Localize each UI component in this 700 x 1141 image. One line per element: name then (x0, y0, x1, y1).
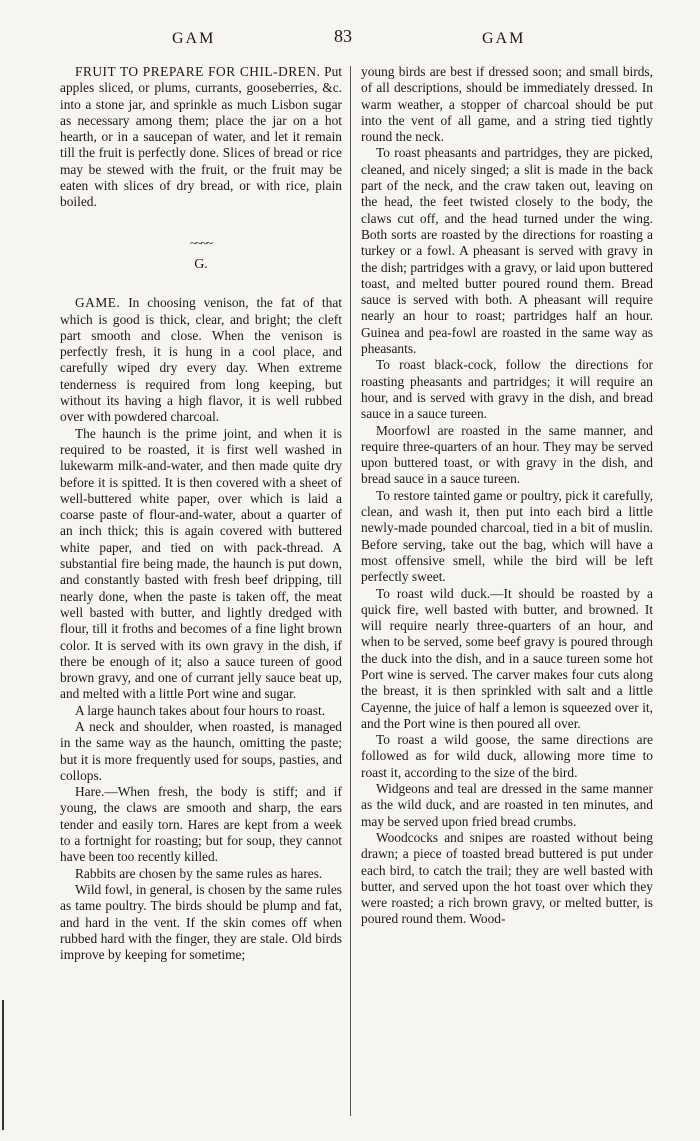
fruit-heading: FRUIT TO PREPARE FOR CHIL-DREN. (75, 64, 321, 79)
wild-duck-paragraph: To roast wild duck.—It should be roasted by a quick fire, well basted with butter, and browned. It will require nearly three-quarters of an hour, and when to be served, some beef gravy is poured through the duck into the dish, and in a sauce tureen some hot Port wine is served. The carver makes four cuts along the breast, it is then sprinkled with salt and a little Cayenne, the juice of half a lemon is squeezed over it, and the Port wine is then poured all over. (361, 585, 653, 731)
rabbits-paragraph: Rabbits are chosen by the same rules as hares. (75, 865, 323, 881)
fruit-entry (60, 64, 342, 211)
blackcock-paragraph: To roast black-cock, follow the directions for roasting pheasants and partridges; it will require an hour, and is served with gravy in the dish, and bread sauce in a sauce tureen. (361, 357, 653, 422)
neck-paragraph: A neck and shoulder, when roasted, is managed in the same way as the haunch, omitting the paste; but it is more frequently used for soups, pasties, and collops. (60, 718, 342, 783)
fruit-text: Put apples sliced, or plums, currants, gooseberries, &c. into a stone jar, and sprinkle as much Lisbon sugar as necessary among them; place the jar on a hot hearth, or in a saucepan of water, and let it remain till the fruit is perfectly done. Slices of bread or rice may be stewed with the fruit, or the fruit may be eaten with slices of dry bread, or with rice, plain boiled. (60, 64, 342, 210)
wild-goose-paragraph: To roast a wild goose, the same directions are followed as for wild duck, allowing more time to roast it, according to the size of the bird. (361, 732, 653, 780)
section-letter: G. (194, 256, 208, 272)
widgeons-paragraph: Widgeons and teal are dressed in the same manner as the wild duck, and are roasted in ten minutes, and may be served upon fried bread crumbs. (361, 781, 653, 829)
woodcocks-paragraph: Woodcocks and snipes are roasted without being drawn; a piece of toasted bread buttered is put under each bird, to catch the trail; they are well basted with butter, and served upon the hot toast over which they were roasted; a rich brown gravy, or melted butter, is poured round them. Wood- (361, 829, 653, 927)
page-header (0, 26, 700, 54)
haunch-paragraph: The haunch is the prime joint, and when it is required to be roasted, it is first well washed in lukewarm milk-and-water, and then made quite dry before it is spitted. It is then covered with a sheet of well-buttered white paper, over which is laid a coarse paste of flour-and-water, about a quarter of an inch thick; this is again covered with buttered white paper, and tied on with pack-thread. A substantial fire being made, the haunch is put down, and constantly basted with fresh beef dripping, till nearly done, when the paste is taken off, the meat well basted with butter, and lightly dredged with flour, till it froths and becomes of a fine light brown color. It is served with its own gravy in the dish, if there be enough of it; also a sauce tureen of good brown gravy, and one of currant jelly sauce beat up, and melted with a little Port wine and sugar. (60, 425, 342, 702)
moorfowl-paragraph: Moorfowl are roasted in the same manner, and require three-quarters of an hour. They may be served upon buttered toast, or with gravy in the dish, and bread sauce in a sauce tureen. (361, 422, 653, 487)
left-column (60, 64, 342, 1134)
wildfowl-paragraph: Wild fowl, in general, is chosen by the same rules as tame poultry. The birds should be plump and fat, and hard in the vent. If the skin comes off when rubbed hard with the finger, they are stale. Old birds improve by keeping for sometime; (60, 881, 342, 963)
binding-edge-mark (2, 1000, 4, 1130)
pheasants-paragraph: To roast pheasants and partridges, they are picked, cleaned, and nicely singed; a slit is made in the back part of the neck, and the craw taken out, leaving on the head, the feet twisted closely to the body, the claws cut off, and the head turned under the wing. Both sorts are roasted by the directions for roasting a turkey or a fowl. A pheasant is served with gravy in the dish; partridges with a gravy, or laid upon buttered toast, and melted butter poured round them. Bread sauce is served with both. A pheasant will require nearly an hour to roast; partridges half an hour. Guinea and pea-fowl are roasted in the same way as pheasants. (361, 145, 653, 357)
hare-paragraph: Hare.—When fresh, the body is stiff; and if young, the claws are smooth and sharp, the ears tender and easily torn. Hares are kept from a week to a fortnight for roasting; but for soup, they cannot have been too recently killed. (60, 784, 342, 865)
game-heading: GAME. (75, 295, 121, 311)
column-divider (350, 66, 351, 1116)
game-text: In choosing venison, the fat of that which is good is thick, clear, and bright; the cleft part smooth and close. When the venison is perfectly fresh, it is hung in a cool place, and carefully wiped dry every day. When extreme tenderness is required from long keeping, but without its having a high flavor, it is well rubbed over with powdered charcoal. (60, 295, 342, 425)
right-column (361, 64, 653, 1134)
game-entry (60, 295, 342, 425)
tainted-game-paragraph: To restore tainted game or poultry, pick it carefully, clean, and wash it, then put into each bird a little newly-made pounded charcoal, tied in a bit of muslin. Before serving, take out the bag, which will have a most offensive smell, while the bird will be left perfectly sweet. (361, 487, 653, 585)
large-haunch-paragraph: A large haunch takes about four hours to roast. (75, 702, 326, 718)
running-head-left: GAM (172, 30, 216, 47)
running-head-right: GAM (482, 30, 526, 47)
page-number: 83 (334, 26, 352, 46)
section-ornament: ~~~~ (190, 235, 212, 250)
continuation-paragraph: young birds are best if dressed soon; and small birds, of all descriptions, should be immediately dressed. In warm weather, a stopper of charcoal should be put into the vent of all game, and a string tied tightly round the neck. (361, 64, 653, 145)
